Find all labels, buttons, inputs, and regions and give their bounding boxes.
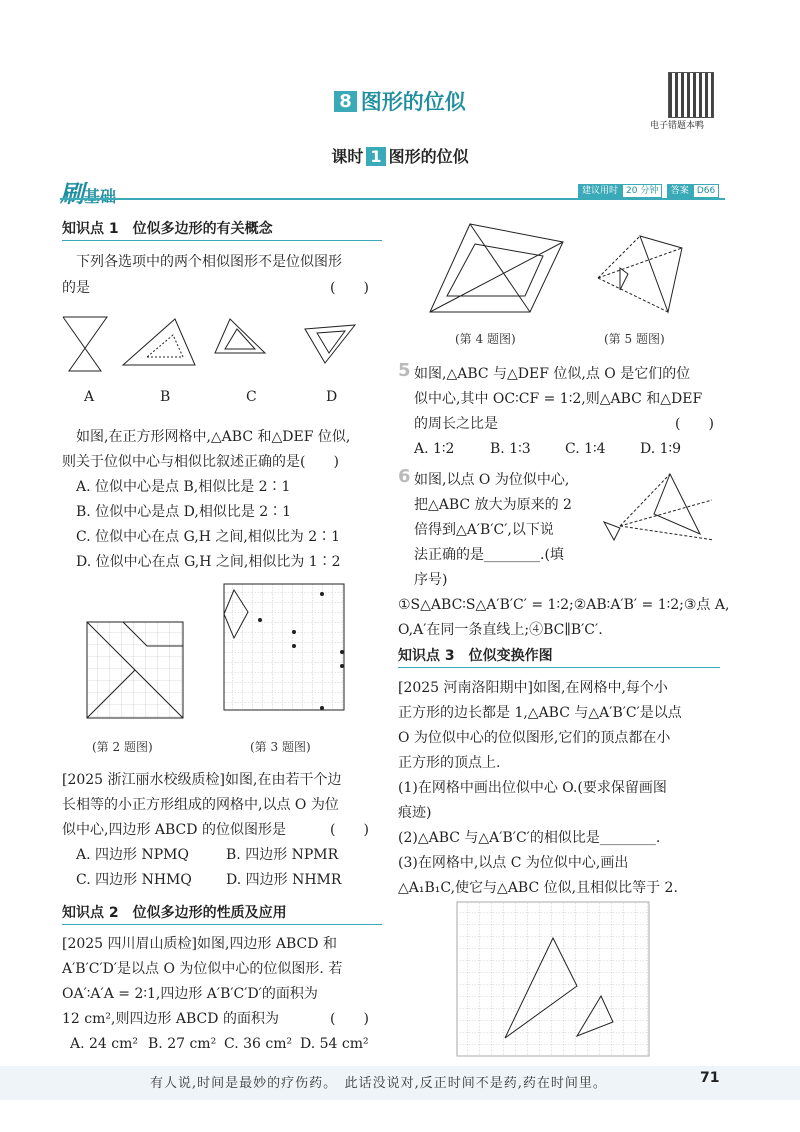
q6-line2: 把△ABC 放大为原来的 2	[414, 497, 572, 513]
q2-opt-d[interactable]: D. 位似中心在点 G,H 之间,相似比为 1∶2	[76, 554, 341, 570]
section-divider	[60, 198, 725, 200]
chapter-title-text: 图形的位似	[360, 90, 466, 114]
q8-line9: △A₁B₁C,使它与△ABC 位似,且相似比等于 2.	[398, 880, 678, 896]
q8-line2: 正方形的边长都是 1,△ABC 与△A′B′C′是以点	[398, 705, 682, 721]
q8-line1: [2025 河南洛阳期中]如图,在网格中,每个小	[398, 680, 668, 696]
lesson-prefix: 课时	[331, 147, 364, 166]
q1-fig-a	[63, 317, 107, 371]
q8-line5: (1)在网格中画出位似中心 O.(要求保留画图	[398, 780, 667, 796]
q5-number: 5	[398, 360, 411, 381]
q5-opt-a[interactable]: A. 1∶2	[414, 441, 455, 457]
time-badges	[578, 181, 719, 197]
q7-opt-c[interactable]: C. 36 cm²	[224, 1036, 293, 1052]
q5-paren: ( )	[675, 416, 714, 432]
q8-line6: 痕迹)	[398, 805, 432, 821]
fig3-caption: (第 3 题图)	[250, 740, 311, 754]
lesson-title	[0, 144, 800, 167]
lesson-number: 1	[366, 147, 385, 166]
qr-caption: 电子错题本鸭	[650, 121, 705, 131]
kp2-underline	[62, 924, 382, 925]
q7-line1: [2025 四川眉山质检]如图,四边形 ABCD 和	[62, 936, 337, 952]
q1-opt-c[interactable]: C	[246, 389, 257, 405]
answer-page: D66	[693, 184, 719, 198]
q2-opt-b[interactable]: B. 位似中心是点 D,相似比是 2∶1	[76, 504, 292, 520]
q6-line4: 法正确的是________.(填	[414, 547, 564, 563]
q5-line1: 如图,△ABC 与△DEF 位似,点 O 是它们的位	[414, 366, 691, 382]
q1-fig-d	[305, 325, 355, 363]
q1-opt-a[interactable]: A	[84, 389, 95, 405]
kp3-underline	[398, 667, 720, 668]
fig8-grid	[455, 900, 651, 1058]
q7-opt-b[interactable]: B. 27 cm²	[148, 1036, 217, 1052]
q1-figures	[55, 305, 385, 385]
q7-line4: 12 cm²,则四边形 ABCD 的面积为	[62, 1011, 279, 1027]
fig4	[425, 218, 565, 322]
fig2-grid	[85, 620, 185, 720]
q1-line2: 的是	[62, 280, 90, 296]
q7-line3: OA′∶A′A = 2∶1,四边形 A′B′C′D′的面积为	[62, 986, 318, 1002]
q8-line7: (2)△ABC 与△A′B′C′的相似比是________.	[398, 830, 661, 846]
qr-code-icon[interactable]	[668, 72, 714, 118]
kp1-underline	[62, 240, 382, 241]
q2-opt-c[interactable]: C. 位似中心在点 G,H 之间,相似比为 2∶1	[76, 529, 341, 545]
time-value: 20 分钟	[622, 184, 662, 198]
page-number: 71	[700, 1070, 720, 1086]
q3-opt-d[interactable]: D. 四边形 NHMR	[226, 872, 342, 888]
q3-opt-b[interactable]: B. 四边形 NPMR	[226, 847, 339, 863]
q6-line5: 序号)	[414, 572, 448, 588]
kp3-title: 知识点 3 位似变换作图	[398, 648, 553, 664]
section-brand: 刷基础	[60, 180, 117, 208]
footer-quote: 有人说,时间是最妙的疗伤药。 此话没说对,反正时间不是药,药在时间里。	[150, 1076, 607, 1091]
q6-line3: 倍得到△A′B′C′,以下说	[414, 522, 554, 538]
q6-line6: ①S△ABC∶S△A′B′C′ = 1∶2;②AB∶A′B′ = 1∶2;③点 A,	[398, 597, 730, 613]
q1-opt-b[interactable]: B	[160, 389, 171, 405]
q1-fig-b	[123, 319, 195, 365]
fig5-caption: (第 5 题图)	[604, 332, 665, 346]
q5-opt-c[interactable]: C. 1∶4	[565, 441, 606, 457]
q5-opt-b[interactable]: B. 1∶3	[490, 441, 531, 457]
kp1-title: 知识点 1 位似多边形的有关概念	[62, 221, 273, 237]
q7-opt-d[interactable]: D. 54 cm²	[300, 1036, 369, 1052]
q8-line4: 正方形的顶点上.	[398, 755, 501, 771]
q6-line7: O,A′在同一条直线上;④BC∥B′C′.	[398, 622, 603, 638]
q5-line2: 似中心,其中 OC∶CF = 1∶2,则△ABC 和△DEF	[414, 391, 703, 407]
lesson-title-text: 图形的位似	[388, 147, 469, 166]
q7-opt-a[interactable]: A. 24 cm²	[70, 1036, 139, 1052]
q3-line1: [2025 浙江丽水校级质检]如图,在由若干个边	[62, 772, 342, 788]
q3-line2: 长相等的小正方形组成的网格中,以点 O 为位	[62, 797, 339, 813]
q1-fig-c	[215, 319, 265, 353]
q5-line3: 的周长之比是	[414, 416, 498, 432]
q6-line1: 如图,以点 O 为位似中心,	[414, 472, 570, 488]
q3-opt-c[interactable]: C. 四边形 NHMQ	[76, 872, 192, 888]
q2-opt-a[interactable]: A. 位似中心是点 B,相似比是 2∶1	[76, 479, 291, 495]
q7-paren: ( )	[330, 1011, 369, 1027]
q6-number: 6	[398, 466, 411, 487]
q3-paren: ( )	[330, 822, 369, 838]
q1-line1: 下列各选项中的两个相似图形不是位似图形	[76, 254, 342, 270]
section-label: 基础	[84, 187, 117, 206]
fig6	[594, 470, 718, 554]
fig4-caption: (第 4 题图)	[455, 332, 516, 346]
q1-opt-d[interactable]: D	[326, 389, 338, 405]
chapter-number: 8	[334, 91, 357, 112]
q3-opt-a[interactable]: A. 四边形 NPMQ	[76, 847, 189, 863]
q7-line2: A′B′C′D′是以点 O 为位似中心的位似图形. 若	[62, 961, 343, 977]
q2-line2: 则关于位似中心与相似比叙述正确的是( )	[62, 454, 339, 470]
q8-line3: O 为位似中心的位似图形,它们的顶点都在小	[398, 730, 671, 746]
q2-line1: 如图,在正方形网格中,△ABC 和△DEF 位似,	[76, 429, 351, 445]
q1-paren: ( )	[330, 280, 369, 296]
q8-line8: (3)在网格中,以点 C 为位似中心,画出	[398, 855, 629, 871]
time-label: 建议用时	[578, 184, 622, 198]
answer-label: 答案	[667, 184, 693, 198]
kp2-title: 知识点 2 位似多边形的性质及应用	[62, 905, 287, 921]
fig5	[590, 230, 690, 320]
q3-line3: 似中心,四边形 ABCD 的位似图形是	[62, 822, 286, 838]
q5-opt-d[interactable]: D. 1∶9	[640, 441, 682, 457]
fig3-grid	[222, 582, 346, 712]
fig2-caption: (第 2 题图)	[92, 740, 153, 754]
